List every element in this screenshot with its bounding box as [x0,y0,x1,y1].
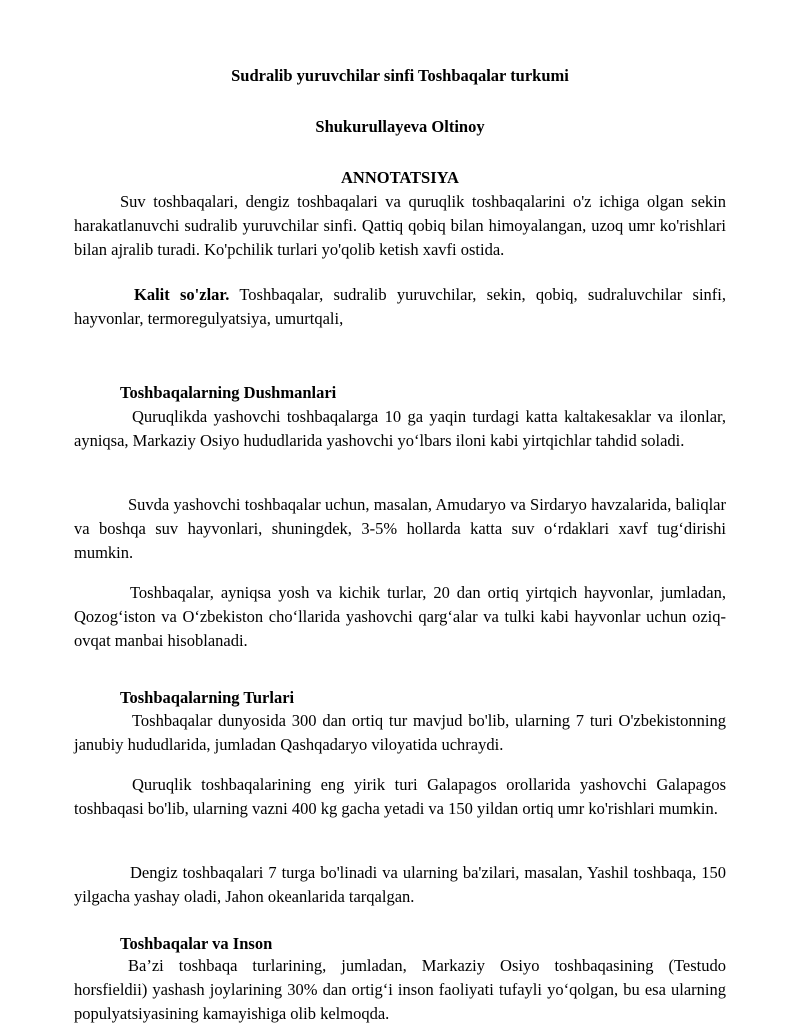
keywords-label: Kalit so'zlar. [134,285,230,304]
humans-paragraph-1: Ba’zi toshbaqa turlarining, jumladan, Markaziy Osiyo toshbaqasining (Testudo horsfieldii) yashash joylarining 30% dan ortig‘i inson faoliyati tufayli yo‘qolgan, bu esa ularning populyatsiyasining kamayishiga olib kelmoqda. [74,956,726,1023]
section-heading-humans: Toshbaqalar va Inson [120,934,273,953]
author-name: Shukurullayeva Oltinoy [315,117,485,136]
section-heading-species: Toshbaqalarning Turlari [120,688,295,707]
species-paragraph-3: Dengiz toshbaqalari 7 turga bo'linadi va ularning ba'zilari, masalan, Yashil toshbaqa, 150 yilgacha yashay oladi, Jahon okeanlarida tarqalgan. [74,863,726,906]
annotation-text: Suv toshbaqalari, dengiz toshbaqalari va quruqlik toshbaqalarini o'z ichiga olgan sekin harakatlanuvchi sudralib yuruvchilar sinfi. Qattiq qobiq bilan himoyalangan, uzoq umr ko'rishlari bilan ajralib turadi. Ko'pchilik turlari yo'qolib ketish xavfi ostida. [74,192,726,259]
keywords-paragraph [74,283,726,331]
enemies-paragraph-3: Toshbaqalar, ayniqsa yosh va kichik turlar, 20 dan ortiq yirtqich hayvonlar, jumladan, Qozog‘iston va O‘zbekiston cho‘llarida yashovchi qarg‘alar va tulki kabi hayvonlar uchun oziq-ovqat manbai hisoblanadi. [74,583,726,650]
keywords-list: Toshbaqalar, sudralib yuruvchilar, sekin, qobiq, sudraluvchilar sinfi, hayvonlar, termoregulyatsiya, umurtqali, [74,285,726,328]
annotation-heading: ANNOTATSIYA [341,168,459,187]
enemies-paragraph-1: Quruqlikda yashovchi toshbaqalarga 10 ga yaqin turdagi katta kaltakesaklar va ilonlar, ayniqsa, Markaziy Osiyo hududlarida yashovchi yo‘lbars iloni kabi yirtqichlar tahdid soladi. [74,407,726,450]
species-paragraph-2: Quruqlik toshbaqalarining eng yirik turi Galapagos orollarida yashovchi Galapagos toshbaqasi bo'lib, ularning vazni 400 kg gacha yetadi va 150 yildan ortiq umr ko'rishlari mumkin. [74,775,726,818]
species-paragraph-1: Toshbaqalar dunyosida 300 dan ortiq tur mavjud bo'lib, ularning 7 turi O'zbekistonning janubiy hududlarida, jumladan Qashqadaryo viloyatida uchraydi. [74,711,726,754]
document-title: Sudralib yuruvchilar sinfi Toshbaqalar turkumi [231,66,569,85]
enemies-paragraph-2: Suvda yashovchi toshbaqalar uchun, masalan, Amudaryo va Sirdaryo havzalarida, baliqlar va boshqa suv hayvonlari, shuningdek, 3-5% hollarda katta suv o‘rdaklari xavf tug‘dirishi mumkin. [74,495,726,562]
section-heading-enemies: Toshbaqalarning Dushmanlari [120,383,337,402]
